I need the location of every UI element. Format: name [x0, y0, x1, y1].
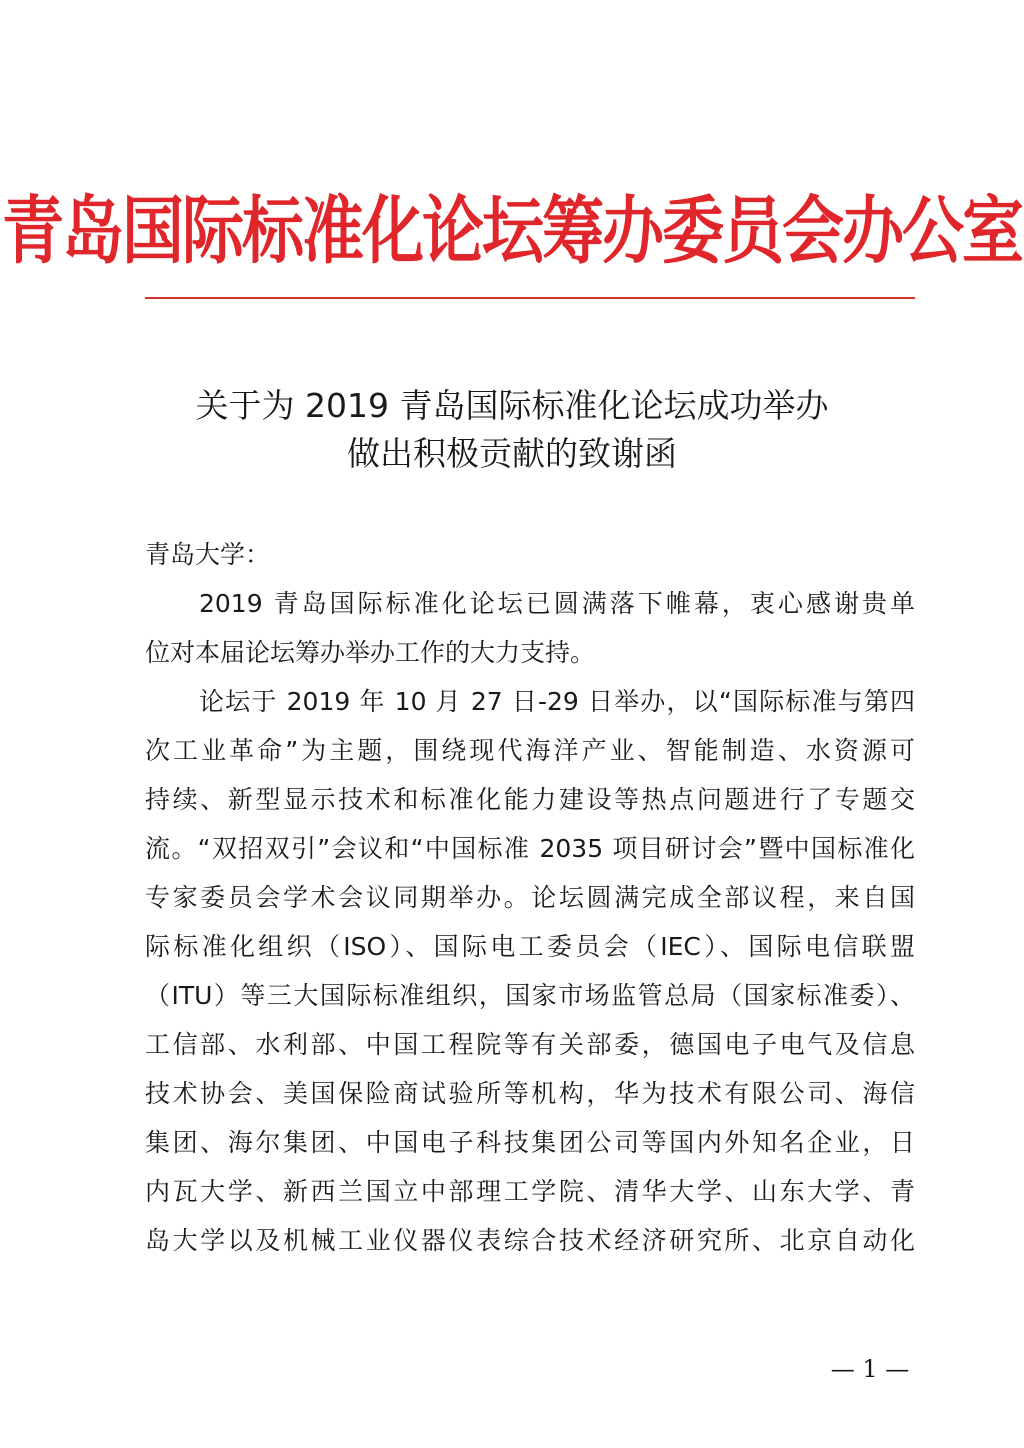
letterhead-title: 青岛国际标准化论坛筹办委员会办公室: [1, 187, 1022, 274]
body-line: 技术协会、美国保险商试验所等机构，华为技术有限公司、海信: [145, 1079, 915, 1108]
document-title: [0, 382, 1024, 478]
red-divider: [145, 297, 915, 299]
body-line: 内瓦大学、新西兰国立中部理工学院、清华大学、山东大学、青: [145, 1177, 915, 1206]
document-title-line-2: 做出积极贡献的致谢函: [347, 434, 677, 473]
body-line: 际标准化组织（ISO）、国际电工委员会（IEC）、国际电信联盟: [145, 932, 915, 961]
body-line: 岛大学以及机械工业仪器仪表综合技术经济研究所、北京自动化: [145, 1226, 915, 1255]
body-line: 工信部、水利部、中国工程院等有关部委，德国电子电气及信息: [145, 1030, 915, 1059]
body-line: 位对本届论坛筹办举办工作的大力支持。: [145, 638, 596, 667]
body-line: 集团、海尔集团、中国电子科技集团公司等国内外知名企业，日: [145, 1128, 915, 1157]
salutation: 青岛大学：: [145, 540, 271, 569]
body-line: 2019 青岛国际标准化论坛已圆满落下帷幕，衷心感谢贵单: [199, 589, 915, 618]
body-line: 专家委员会学术会议同期举办。论坛圆满完成全部议程，来自国: [145, 883, 915, 912]
body-line: （ITU）等三大国际标准组织，国家市场监管总局（国家标准委）、: [145, 981, 915, 1010]
page-number: — 1 —: [830, 1355, 910, 1383]
body-line: 持续、新型显示技术和标准化能力建设等热点问题进行了专题交: [145, 785, 915, 814]
body-line: 次工业革命”为主题，围绕现代海洋产业、智能制造、水资源可: [145, 736, 915, 765]
letter-body: [145, 530, 915, 1265]
body-line: 论坛于 2019 年 10 月 27 日-29 日举办，以“国际标准与第四: [199, 687, 915, 716]
document-title-line-1: 关于为 2019 青岛国际标准化论坛成功举办: [195, 386, 829, 425]
body-line: 流。“双招双引”会议和“中国标准 2035 项目研讨会”暨中国标准化: [145, 834, 915, 863]
